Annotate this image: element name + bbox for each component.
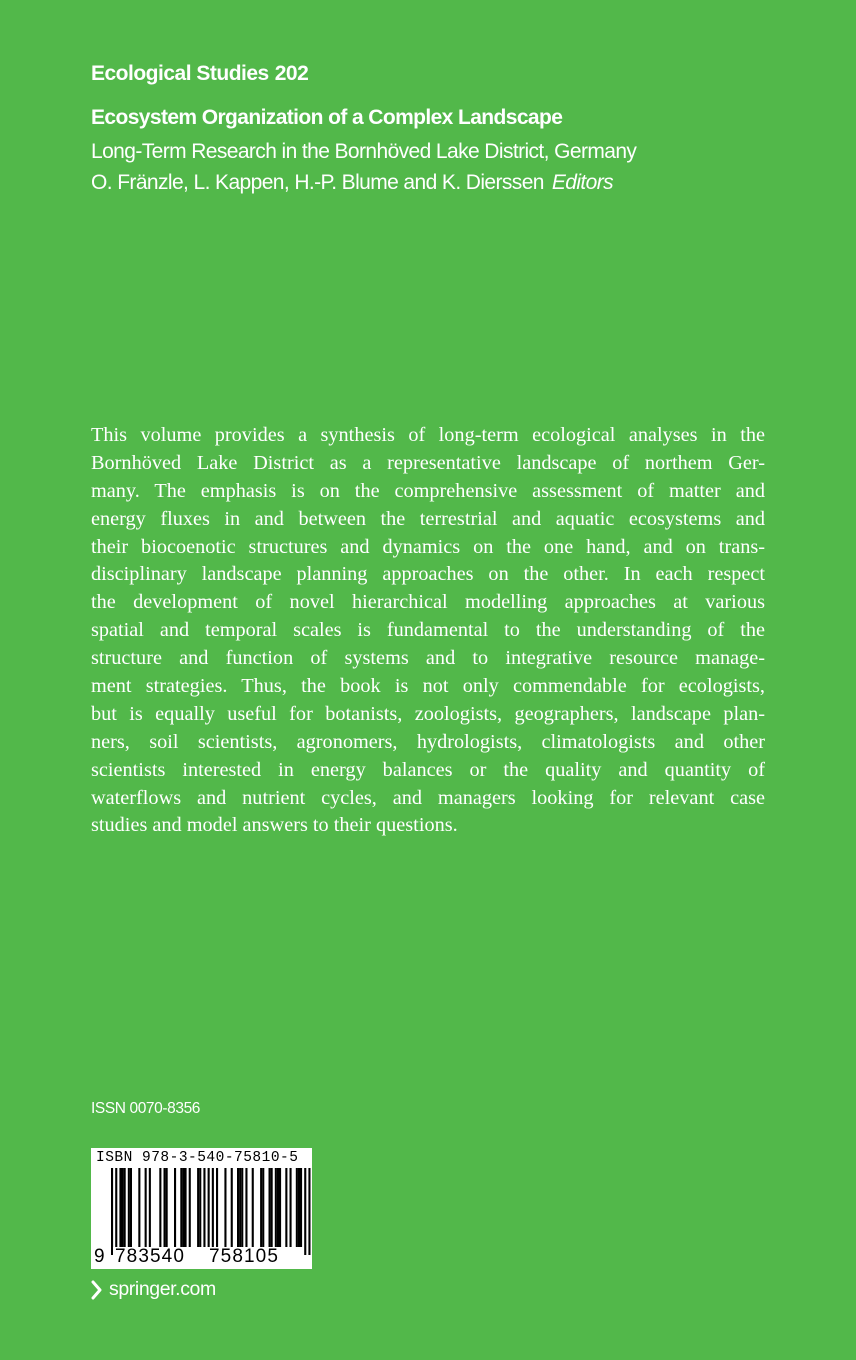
barcode-bar [185,1168,187,1247]
description-line: ners, soil scientists, agronomers, hydrologists, climatologists and other [91,730,765,753]
barcode-bar [199,1168,201,1247]
ean-left-digits: 783540 [115,1246,186,1267]
website-url: springer.com [109,1278,216,1300]
barcode-bar [128,1168,130,1247]
description-line: studies and model answers to their questions. [91,814,458,837]
ean-right-digits: 758105 [209,1246,280,1267]
barcode-bar [260,1168,262,1247]
barcode-bar [159,1168,161,1247]
description-line: their biocoenotic structures and dynamics on the one hand, and on trans- [91,535,765,558]
barcode-bar [197,1168,199,1247]
barcode-bar [245,1168,247,1247]
editors-role: Editors [551,171,614,194]
book-subtitle: Long-Term Research in the Bornhöved Lake District, Germany [91,140,637,163]
description-line: but is equally useful for botanists, zoologists, geographers, landscape plan- [91,702,765,725]
barcode-bar [124,1168,126,1247]
barcode-bar [277,1168,279,1247]
description-line: scientists interested in energy balances or the quality and quantity of [91,758,765,781]
barcode-bar [122,1168,124,1247]
barcode-bar [203,1168,205,1247]
barcode-bar [308,1168,310,1255]
barcode-bar [300,1168,302,1247]
isbn-label: ISBN 978-3-540-75810-5 [96,1150,299,1166]
description-line: many. The emphasis is on the comprehensive assessment of matter and [91,479,765,502]
barcode-bar [275,1168,277,1247]
barcode-bar [111,1168,113,1255]
barcode-bar [262,1168,264,1247]
barcode-bar [130,1168,132,1247]
description-line: Bornhöved Lake District as a representative landscape of northem Ger- [91,451,765,474]
series-name: Ecological Studies [91,62,269,85]
barcode-bar [224,1168,226,1247]
barcode-bar [252,1168,254,1247]
barcode-bar [189,1168,191,1247]
series-title [91,62,308,86]
barcode-bar [212,1168,214,1255]
barcode-bar [180,1168,182,1247]
editor-names: O. Fränzle, L. Kappen, H.-P. Blume and K. Dierssen [91,171,544,194]
barcode-bar [241,1168,243,1247]
barcode-bar [149,1168,151,1247]
barcode-bar [296,1168,298,1247]
barcode-bar [164,1168,166,1247]
issn-number: ISSN 0070-8356 [91,1100,201,1117]
isbn-barcode [91,1148,312,1269]
description-line: This volume provides a synthesis of long-term ecological analyses in the [91,424,765,446]
description-line: spatial and temporal scales is fundamental to the understanding of the [91,619,765,642]
barcode-bar [231,1168,233,1247]
book-editors [91,171,613,195]
barcode-bar [298,1168,300,1247]
book-title: Ecosystem Organization of a Complex Landscape [91,106,563,129]
book-description [91,422,765,840]
barcode-bar [145,1168,147,1247]
barcode-bar [115,1168,117,1255]
barcode-bar [290,1168,292,1247]
description-line: the development of novel hierarchical modelling approaches at various [91,591,765,614]
barcode-bar [237,1168,239,1247]
barcode-bar [285,1168,287,1247]
description-line: ment strategies. Thus, the book is not only commendable for ecologists, [91,675,765,698]
barcode-bar [271,1168,273,1247]
description-line: energy fluxes in and between the terrestrial and aquatic ecosystems and [91,507,765,530]
barcode-bar [138,1168,140,1247]
barcode-bar [119,1168,121,1247]
barcode-bar [182,1168,184,1247]
description-line: structure and function of systems and to integrative resource manage- [91,647,765,670]
barcode-bar [279,1168,281,1247]
barcode-bar [304,1168,306,1255]
chevron-right-icon [91,1280,103,1300]
barcode-bar [216,1168,218,1247]
series-number: 202 [274,62,309,85]
barcode-bar [208,1168,210,1255]
ean-first-digit: 9 [94,1246,105,1267]
barcode-bar [239,1168,241,1247]
description-line: disciplinary landscape planning approaches on the other. In each respect [91,563,765,586]
barcode-bar [166,1168,168,1247]
description-line: waterflows and nutrient cycles, and managers looking for relevant case [91,786,765,809]
publisher-website [91,1278,216,1301]
barcode-bar [174,1168,176,1247]
barcode-bar [269,1168,271,1247]
